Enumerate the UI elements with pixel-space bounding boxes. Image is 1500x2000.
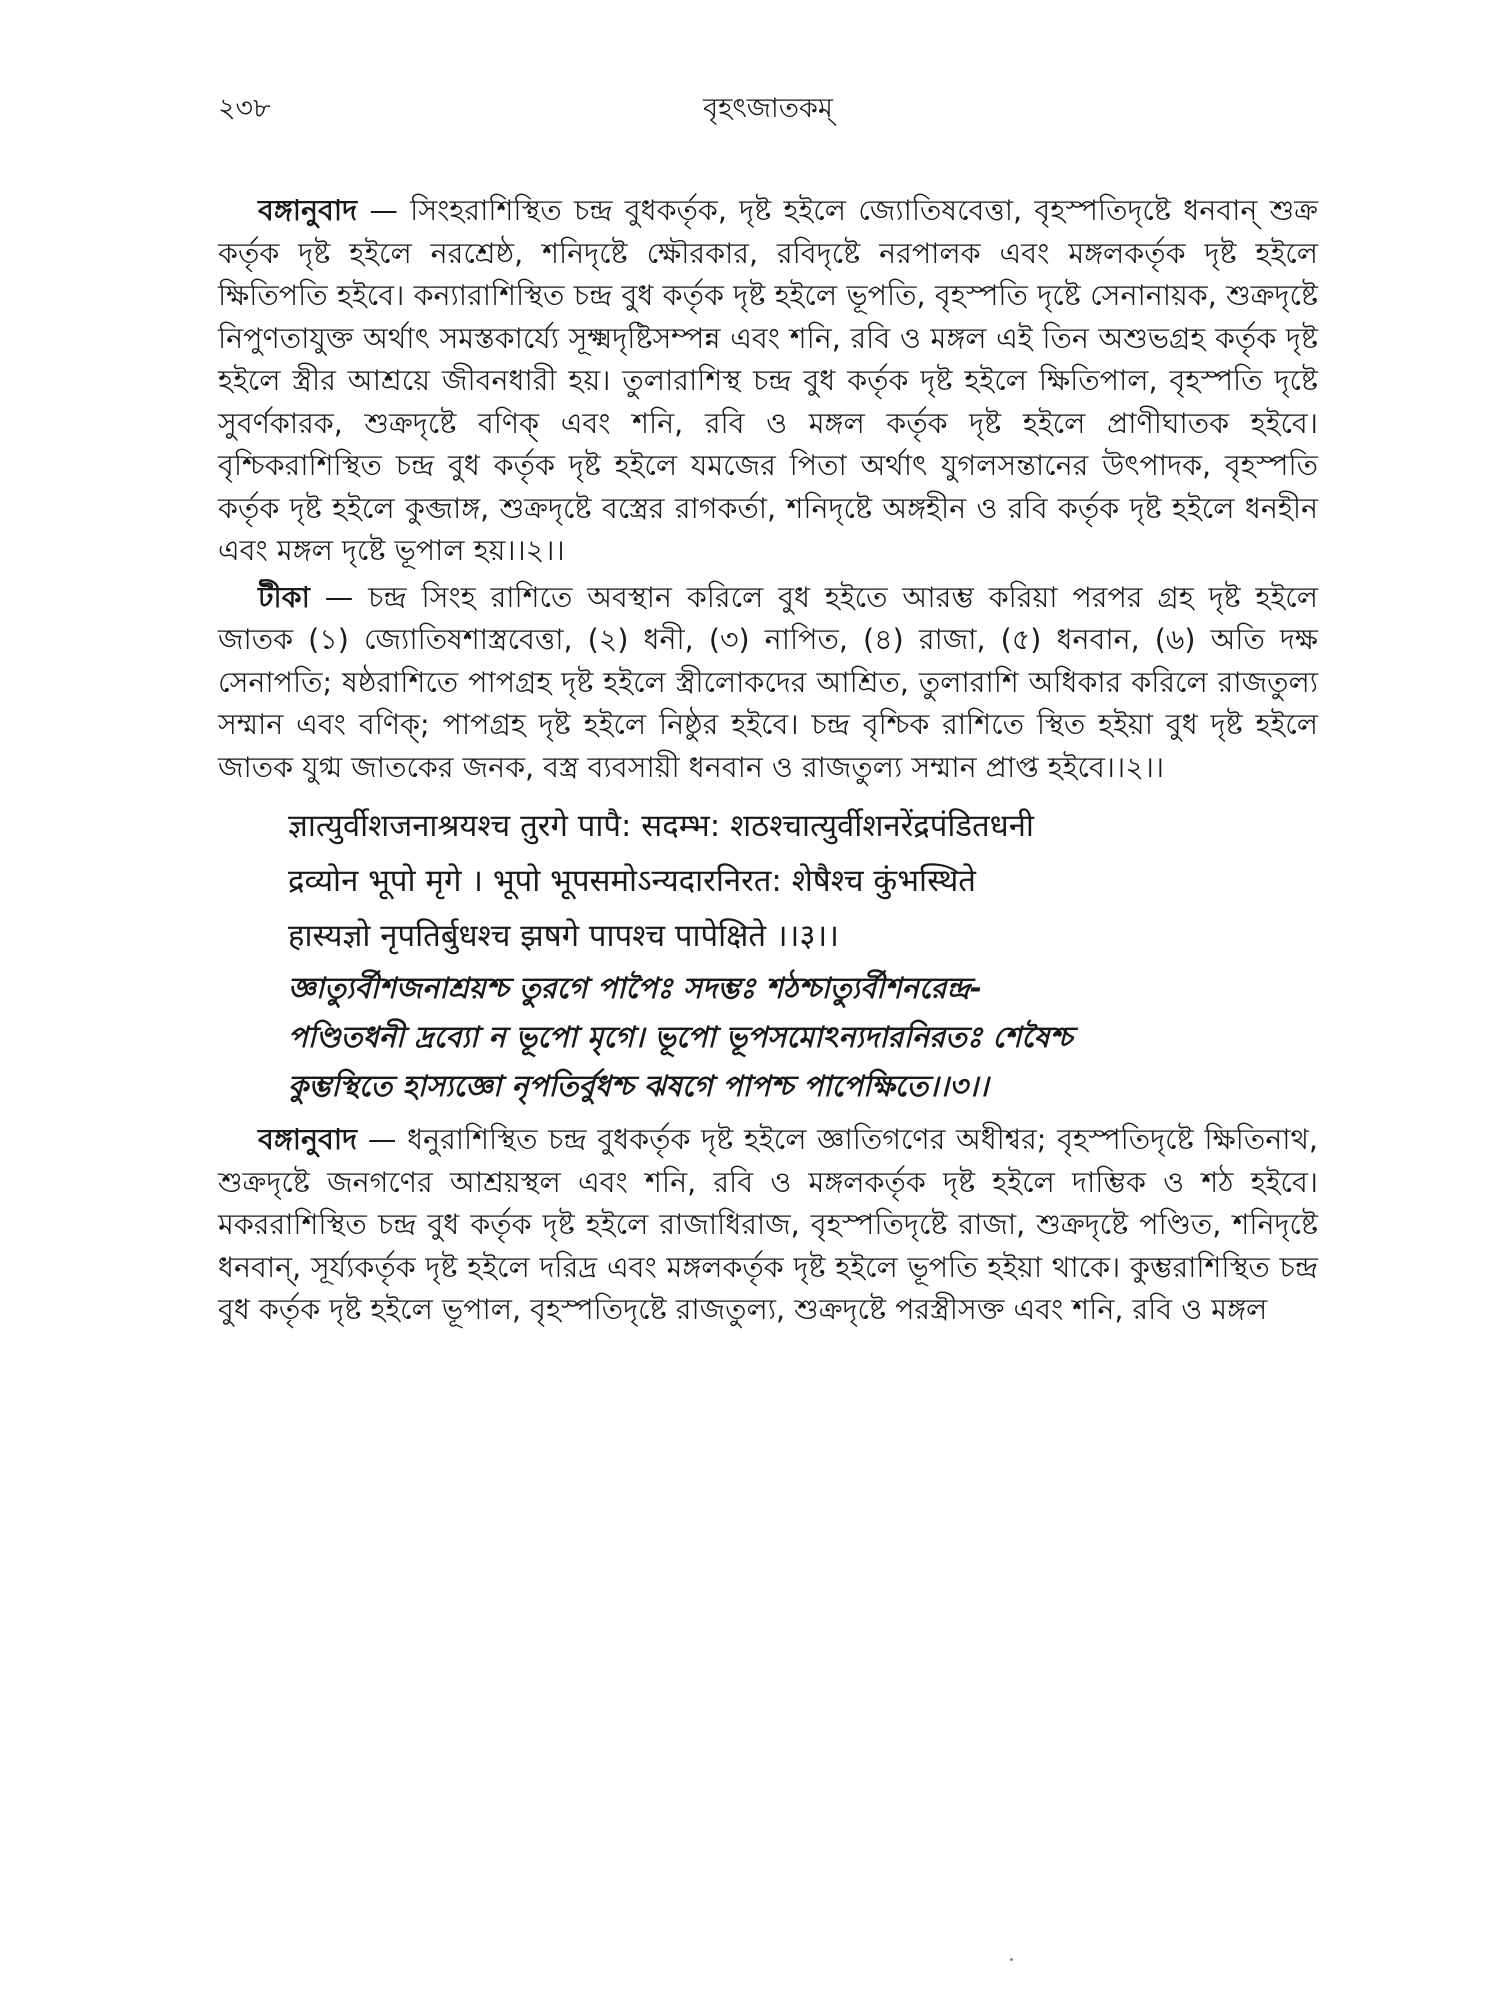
page-header (218, 88, 1318, 128)
transliteration-line: পণ্ডিতধনী দ্রব্যো ন ভূপো মৃগে। ভূপো ভূপসমোঽন্যদারনিরতঃ শেষৈশ্চ (288, 1020, 1073, 1054)
page-number: ২৩৮ (218, 93, 271, 124)
commentary-paragraph (218, 577, 1318, 790)
commentary-text: — চন্দ্র সিংহ রাশিতে অবস্থান করিলে বুধ হইতে আরম্ভ করিয়া পরপর গ্রহ দৃষ্ট হইলে জাতক (১) জ্যোতিষশাস্ত্রবেত্তা, (২) ধনী, (৩) নাপিত, (৪) রাজা, (৫) ধনবান, (৬) অতি দক্ষ সেনাপতি; ষষ্ঠরাশিতে পাপগ্রহ দৃষ্ট হইলে স্ত্রীলোকদের আশ্রিত, তুলারাশি অধিকার করিলে রাজতুল্য সম্মান এবং বণিক্; পাপগ্রহ দৃষ্ট হইলে নিষ্ঠুর হইবে। চন্দ্র বৃশ্চিক রাশিতে স্থিত হইয়া বুধ দৃষ্ট হইলে জাতক যুগ্ম জাতকের জনক, বস্ত্র ব্যবসায়ী ধনবান ও রাজতুল্য সম্মান প্রাপ্ত হইবে।।২।। (218, 580, 1318, 784)
verse-line: द्रव्योन भूपो मृगे । भूपो भूपसमोऽन्यदारनिरत: शेषैश्च कुंभस्थिते (288, 863, 976, 899)
commentary-lead: টীকা (258, 580, 310, 614)
translation-paragraph-2 (218, 1119, 1318, 1332)
transliteration-line: কুম্ভস্থিতে হাস্যজ্ঞো নৃপতির্বুধশ্চ ঝষগে পাপশ্চ পাপেক্ষিতে।।৩।। (288, 1069, 989, 1103)
paragraph-text: — সিংহরাশিস্থিত চন্দ্র বুধকর্তৃক, দৃষ্ট হইলে জ্যোতিষবেত্তা, বৃহস্পতিদৃষ্টে ধনবান্ শুক্র কর্তৃক দৃষ্ট হইলে নরশ্রেষ্ঠ, শনিদৃষ্টে ক্ষৌরকার, রবিদৃষ্টে নরপালক এবং মঙ্গলকর্তৃক দৃষ্ট হইলে ক্ষিতিপতি হইবে। কন্যারাশিস্থিত চন্দ্র বুধ কর্তৃক দৃষ্ট হইলে ভূপতি, বৃহস্পতি দৃষ্টে সেনানায়ক, শুক্রদৃষ্টে নিপুণতাযুক্ত অর্থাৎ সমস্তকার্য্যে সূক্ষ্মদৃষ্টিসম্পন্ন এবং শনি, রবি ও মঙ্গল এই তিন অশুভগ্রহ কর্তৃক দৃষ্ট হইলে স্ত্রীর আশ্রয়ে জীবনধারী হয়। তুলারাশিস্থ চন্দ্র বুধ কর্তৃক দৃষ্ট হইলে ক্ষিতিপাল, বৃহস্পতি দৃষ্টে সুবর্ণকারক, শুক্রদৃষ্টে বণিক্ এবং শনি, রবি ও মঙ্গল কর্তৃক দৃষ্ট হইলে প্রাণীঘাতক হইবে। বৃশ্চিকরাশিস্থিত চন্দ্র বুধ কর্তৃক দৃষ্ট হইলে যমজের পিতা অর্থাৎ যুগলসন্তানের উৎপাদক, বৃহস্পতি কর্তৃক দৃষ্ট হইলে কুব্জাঙ্গ, শুক্রদৃষ্টে বস্ত্রের রাগকর্তা, শনিদৃষ্টে অঙ্গহীন ও রবি কর্তৃক দৃষ্ট হইলে ধনহীন এবং মঙ্গল দৃষ্টে ভূপাল হয়।।২।। (218, 194, 1318, 567)
paragraph-text: — ধনুরাশিস্থিত চন্দ্র বুধকর্তৃক দৃষ্ট হইলে জ্ঞাতিগণের অধীশ্বর; বৃহস্পতিদৃষ্টে ক্ষিতিনাথ, শুক্রদৃষ্টে জনগণের আশ্রয়স্থল এবং শনি, রবি ও মঙ্গলকর্তৃক দৃষ্ট হইলে দাম্ভিক ও শঠ হইবে। মকররাশিস্থিত চন্দ্র বুধ কর্তৃক দৃষ্ট হইলে রাজাধিরাজ, বৃহস্পতিদৃষ্টে রাজা, শুক্রদৃষ্টে পণ্ডিত, শনিদৃষ্টে ধনবান্, সূর্য্যকর্তৃক দৃষ্ট হইলে দরিদ্র এবং মঙ্গলকর্তৃক দৃষ্ট হইলে ভূপতি হইয়া থাকে। কুম্ভরাশিস্থিত চন্দ্র বুধ কর্তৃক দৃষ্ট হইলে ভূপাল, বৃহস্পতিদৃষ্টে রাজতুল্য, শুক্রদৃষ্টে পরস্ত্রীসক্ত এবং শনি, রবি ও মঙ্গল (218, 1123, 1318, 1326)
paragraph-lead: বঙ্গানুবাদ (258, 1123, 358, 1156)
verse-line: हास्यज्ञो नृपतिर्बुधश्च झषगे पापश्च पापेक्षिते ।।३।। (288, 918, 840, 954)
running-title: বৃহৎজাতকম্ (703, 93, 833, 124)
bengali-transliteration (288, 964, 1318, 1111)
sanskrit-verse (288, 799, 1318, 964)
transliteration-line: জ্ঞাত্যুর্বীশজনাশ্রয়শ্চ তুরগে পাপৈঃ সদম্ভঃ শঠশ্চাত্যুর্বীশনরেন্দ্র- (288, 971, 982, 1005)
paragraph-lead: বঙ্গানুবাদ (258, 194, 358, 227)
verse-line: ज्ञात्युर्वीशजनाश्रयश्च तुरगे पापै: सदम्भ: शठश्चात्युर्वीशनरेंद्रपंडितधनी (288, 808, 1034, 844)
page-body (218, 190, 1318, 1332)
translation-paragraph-1 (218, 190, 1318, 573)
print-speck (1010, 1958, 1013, 1961)
